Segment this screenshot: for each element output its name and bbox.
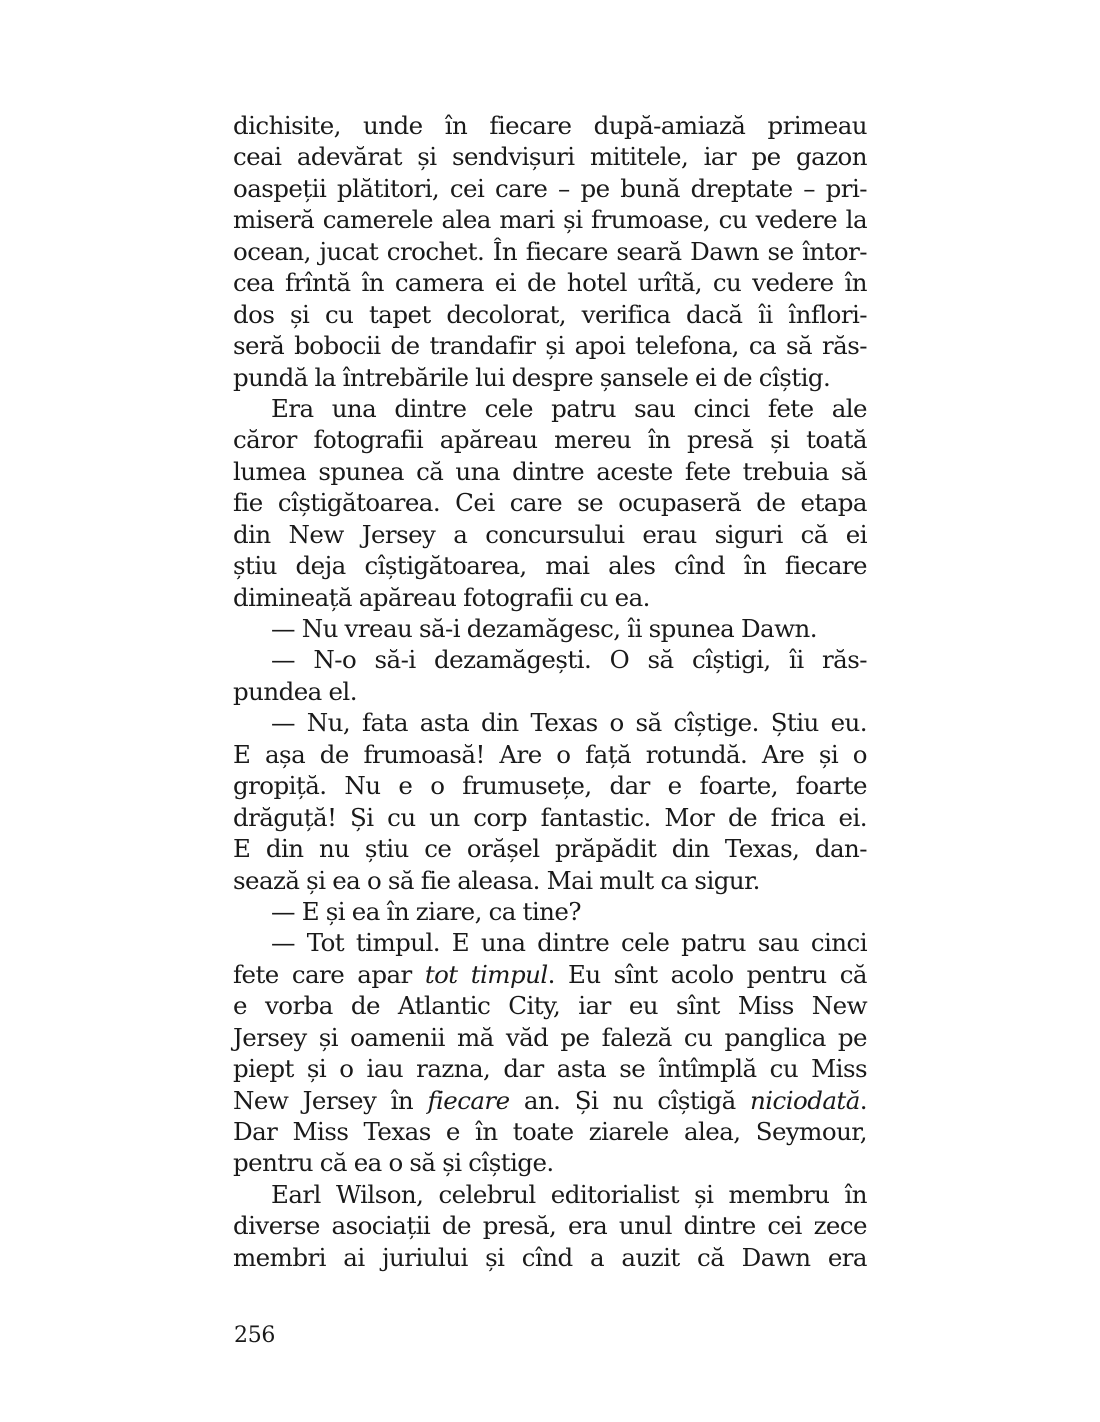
text-line: gropiță. Nu e o frumusețe, dar e foarte, foarte [233,771,867,801]
text-line: — Tot timpul. E una dintre cele patru sau cinci [271,928,867,958]
text-line: — E și ea în ziare, ca tine? [271,896,581,926]
text-line: — Nu vreau să-i dezamăgesc, îi spunea Dawn. [271,614,817,643]
text-line: oaspeții plătitori, cei care – pe bună dreptate – pri- [233,173,867,203]
text-line: fie cîștigătoarea. Cei care se ocupaseră de etapa [233,488,867,518]
text-line: sează și ea o să fie aleasa. Mai mult ca sigur. [233,865,760,895]
text-line: cea frîntă în camera ei de hotel urîtă, cu vedere în [233,268,867,298]
text-line: ocean, jucat crochet. În fiecare seară Dawn se întor- [233,236,867,266]
text-line: Era una dintre cele patru sau cinci fete ale [271,393,867,423]
page-number: 256 [234,1323,276,1348]
text-line: dichisite, unde în fiecare după-amiază primeau [233,111,867,140]
text-line: dos și cu tapet decolorat, verifica dacă îi înflori- [233,299,867,329]
text-line: Earl Wilson, celebrul editorialist și membru în [271,1179,867,1209]
text-line: piept și o iau razna, dar asta se întîmplă cu Miss [233,1054,867,1084]
italic-text: tot timpul [424,959,548,989]
text-line: ceai adevărat și sendvișuri mititele, iar pe gazon [233,142,867,172]
italic-text: fiecare [427,1085,510,1115]
text-line: Dar Miss Texas e în toate ziarele alea, Seymour, [233,1117,867,1146]
text-line [233,959,867,990]
text-line: e vorba de Atlantic City, iar eu sînt Miss New [233,991,867,1021]
text-segment: New Jersey în [233,1085,428,1115]
text-segment: fete care apar [233,959,425,989]
text-line: — N-o să-i dezamăgești. O să cîștigi, îi răs- [271,645,867,675]
page-body [233,110,867,1273]
text-line: dimineață apăreau fotografii cu ea. [233,582,650,612]
text-line: membri ai juriului și cînd a auzit că Dawn era [233,1242,867,1272]
text-line: E așa de frumoasă! Are o față rotundă. Are și o [233,739,867,769]
text-line: lumea spunea că una dintre aceste fete trebuia să [233,456,867,486]
text-line: pundă la întrebările lui despre șansele ei de cîștig. [233,362,831,392]
text-line [233,1085,867,1116]
text-line: pentru că ea o să și cîștige. [233,1148,554,1178]
text-line: căror fotografii apăreau mereu în presă și toată [233,425,867,455]
italic-text: niciodată [750,1085,860,1115]
text-segment: an. Și nu cîștigă [509,1085,751,1115]
text-line: seră bobocii de trandafir și apoi telefona, ca să răs- [233,331,867,361]
text-line: diverse asociații de presă, era unul dintre cei zece [233,1211,867,1241]
text-line: pundea el. [233,676,357,706]
text-line: miseră camerele alea mari și frumoase, cu vedere la [233,205,867,235]
text-line: știu deja cîștigătoarea, mai ales cînd în fiecare [233,551,867,581]
text-line: drăguță! Și cu un corp fantastic. Mor de frica ei. [233,802,867,832]
text-line: Jersey și oamenii mă văd pe faleză cu panglica pe [233,1022,867,1052]
text-line: din New Jersey a concursului erau siguri că ei [233,519,867,549]
text-segment: . Eu sînt acolo pentru că [547,959,867,989]
text-segment: . [859,1085,867,1115]
text-line: E din nu știu ce orășel prăpădit din Texas, dan- [233,834,867,864]
text-line: — Nu, fata asta din Texas o să cîștige. Știu eu. [271,708,867,738]
